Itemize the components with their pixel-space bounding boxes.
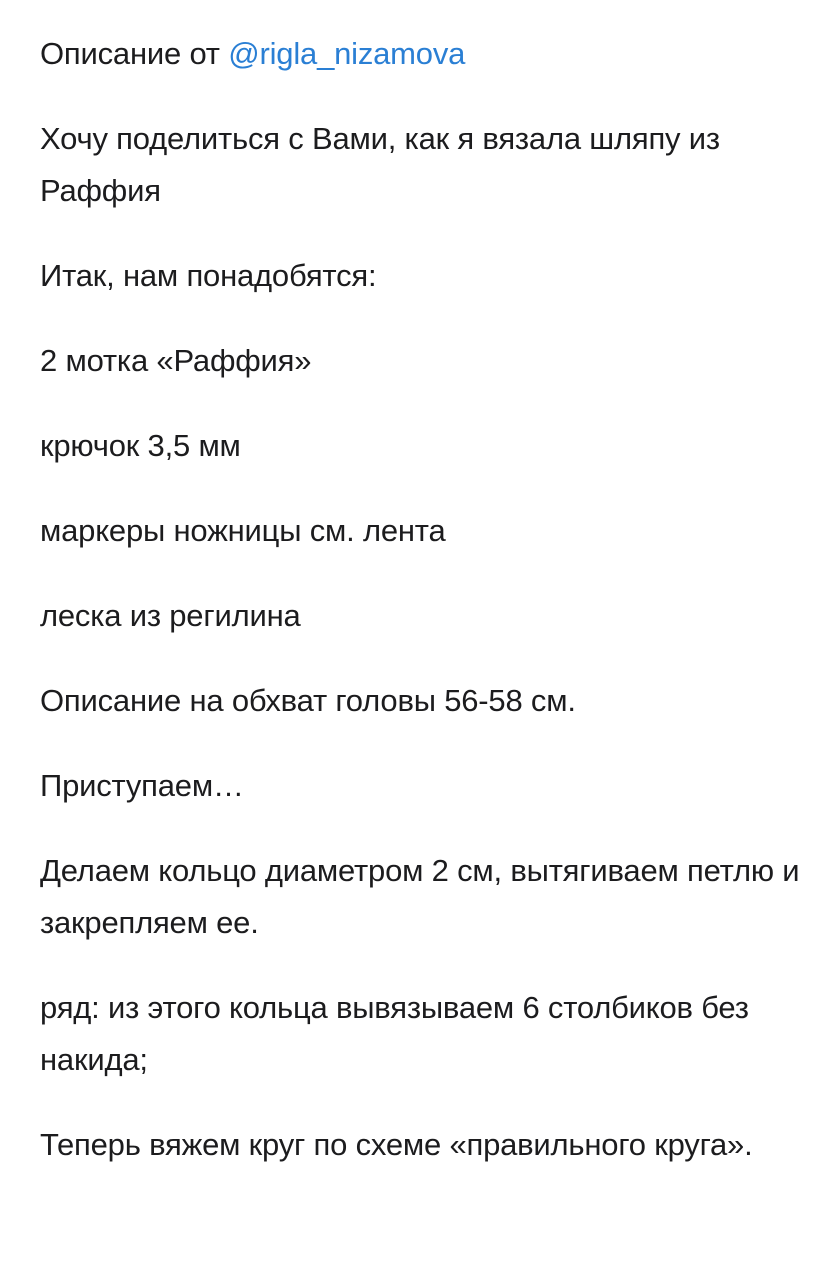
paragraph-material-line: леска из регилина [40, 598, 301, 633]
author-line [40, 28, 800, 80]
paragraph-material-hook: крючок 3,5 мм [40, 428, 241, 463]
paragraph-step-row: ряд: из этого кольца вывязываем 6 столбиков без накида; [40, 990, 749, 1077]
paragraph-material-yarn: 2 мотка «Раффия» [40, 343, 312, 378]
paragraph-material-tools: маркеры ножницы см. лента [40, 513, 446, 548]
author-mention-link[interactable]: @rigla_nizamova [228, 36, 466, 71]
author-line-prefix: Описание от [40, 36, 229, 71]
paragraph-materials-heading: Итак, нам понадобятся: [40, 258, 377, 293]
paragraph-size: Описание на обхват головы 56-58 см. [40, 683, 576, 718]
paragraph-step-ring: Делаем кольцо диаметром 2 см, вытягиваем петлю и закрепляем ее. [40, 853, 800, 940]
message-body [40, 28, 800, 1204]
paragraph-start: Приступаем… [40, 768, 244, 803]
paragraph-step-circle: Теперь вяжем круг по схеме «правильного круга». [40, 1127, 753, 1162]
paragraph-intro: Хочу поделиться с Вами, как я вязала шляпу из Раффия [40, 121, 720, 208]
